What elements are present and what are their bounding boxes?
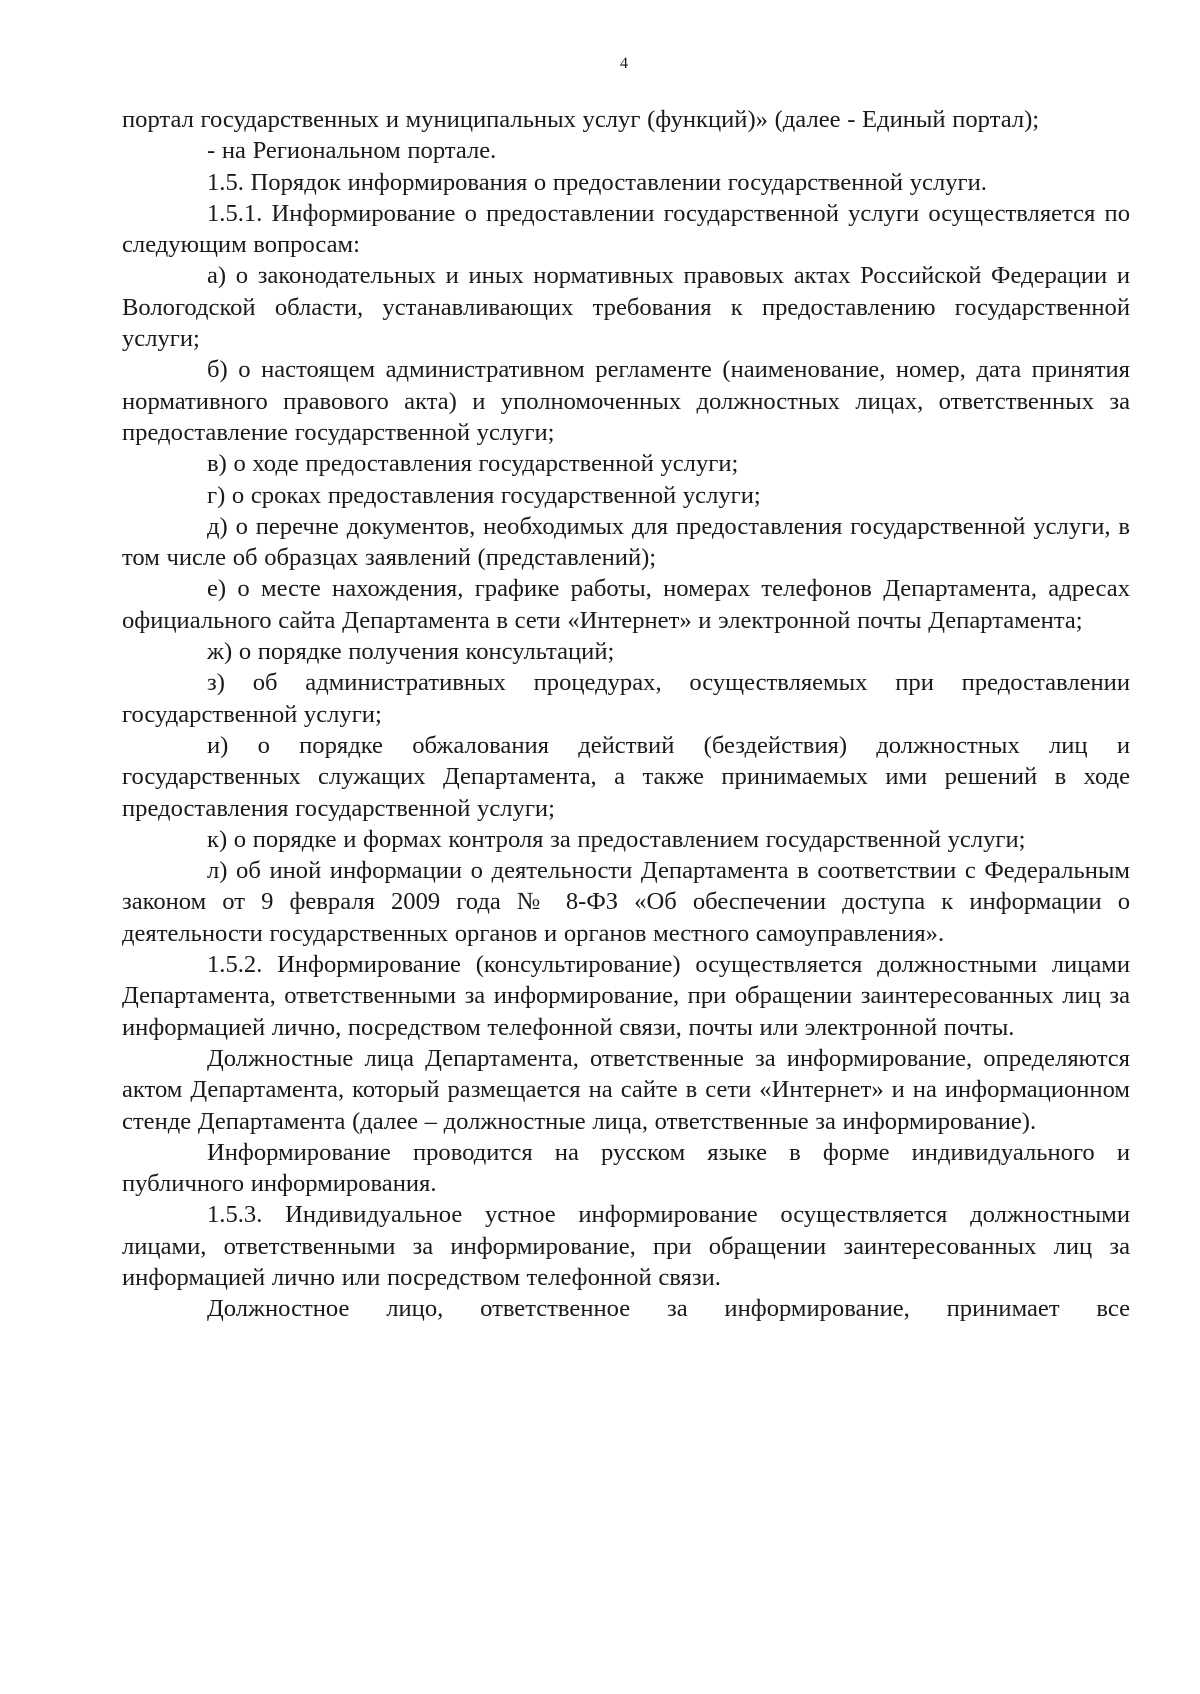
list-item-e: е) о месте нахождения, графике работы, номерах телефонов Департамента, адресах официального сайта Департамента в сети «Интернет» и электронной почты Департамента; — [122, 575, 1130, 634]
page-number: 4 — [620, 55, 628, 72]
list-item-b: б) о настоящем административном регламенте (наименование, номер, дата принятия нормативного правового акта) и уполномоченных должностных лицах, ответственных за предоставление государственной услуги; — [122, 356, 1130, 446]
paragraph-portal-continuation: портал государственных и муниципальных услуг (функций)» (далее - Единый портал); — [122, 106, 1040, 133]
list-item-k: к) о порядке и формах контроля за предоставлением государственной услуги; — [207, 825, 1026, 853]
paragraph-regional-portal: - на Региональном портале. — [207, 137, 497, 165]
list-item-v: в) о ходе предоставления государственной услуги; — [207, 450, 739, 478]
list-item-a: а) о законодательных и иных нормативных правовых актах Российской Федерации и Вологодской области, устанавливающих требования к предоставлению государственной услуги; — [122, 262, 1130, 353]
paragraph-1-5-3: 1.5.3. Индивидуальное устное информирование осуществляется должностными лицами, ответственными за информирование, при обращении заинтересованных лиц за информацией лично или посредством телефонной связи. — [122, 1201, 1130, 1291]
list-item-zh: ж) о порядке получения консультаций; — [207, 638, 615, 666]
list-item-z: з) об административных процедурах, осуществляемых при предоставлении государственной услуги; — [122, 669, 1130, 728]
paragraph-language: Информирование проводится на русском языке в форме индивидуального и публичного информирования. — [122, 1138, 1130, 1198]
paragraph-1-5-2: 1.5.2. Информирование (консультирование) осуществляется должностными лицами Департамента, ответственными за информирование, при обращении заинтересованных лиц за информацией лично, посредством телефонной связи, почты или электронной почты. — [122, 951, 1130, 1041]
body-text — [122, 104, 1130, 1325]
list-item-g: г) о сроках предоставления государственной услуги; — [207, 481, 761, 509]
section-heading-1-5: 1.5. Порядок информирования о предоставлении государственной услуги. — [207, 168, 987, 196]
list-item-l: л) об иной информации о деятельности Департамента в соответствии с Федеральным законом от 9 февраля 2009 года № 8-ФЗ «Об обеспечении доступа к информации о деятельности государственных органов и органов местного самоуправления». — [122, 857, 1130, 947]
paragraph-responsible-officials: Должностные лица Департамента, ответственные за информирование, определяются актом Департамента, который размещается на сайте в сети «Интернет» и на информационном стенде Департамента (далее – должностные лица, ответственные за информирование). — [122, 1044, 1130, 1135]
list-item-d: д) о перечне документов, необходимых для предоставления государственной услуги, в том числе об образцах заявлений (представлений); — [122, 512, 1130, 572]
paragraph-1-5-1: 1.5.1. Информирование о предоставлении государственной услуги осуществляется по следующим вопросам: — [122, 199, 1130, 259]
list-item-i: и) о порядке обжалования действий (бездействия) должностных лиц и государственных служащих Департамента, а также принимаемых ими решений в ходе предоставления государственной услуги; — [122, 731, 1130, 822]
paragraph-continues-next-page: Должностное лицо, ответственное за информирование, принимает все — [207, 1295, 1130, 1323]
